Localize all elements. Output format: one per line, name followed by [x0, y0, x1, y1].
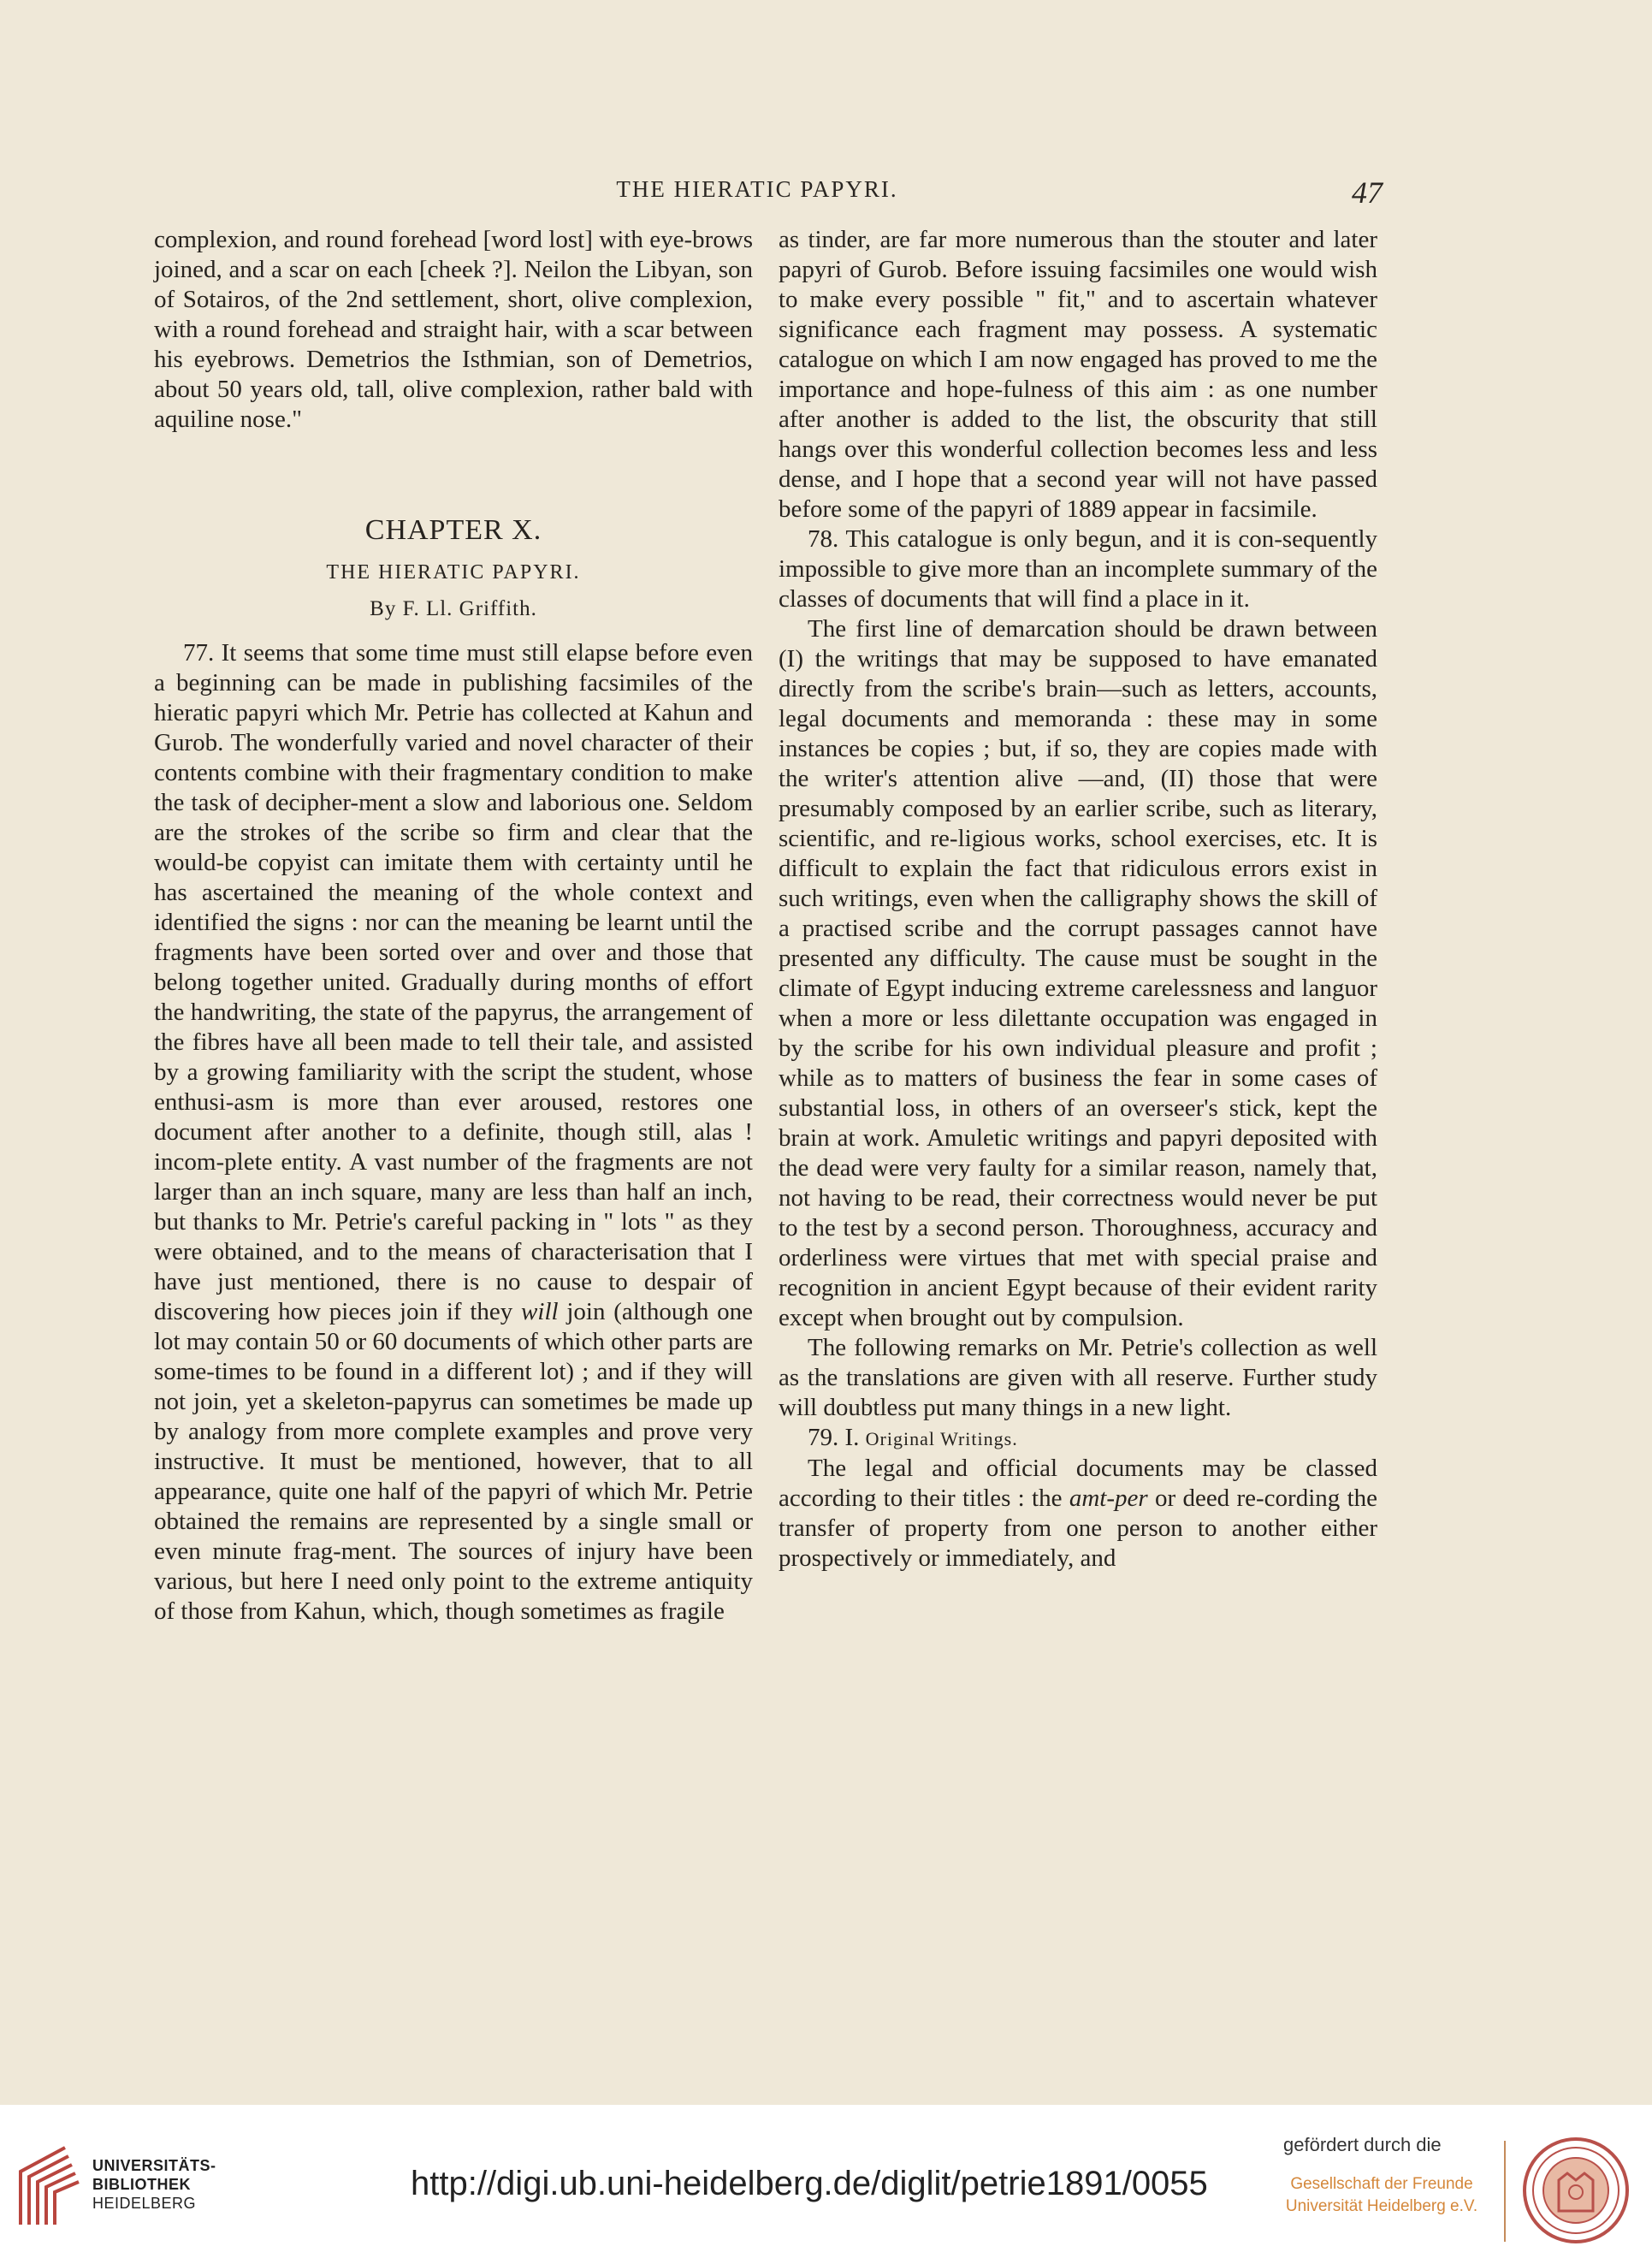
- paragraph-legal-text: The legal and official documents may be classed according to their titles : the: [779, 1455, 1377, 1512]
- library-name-line3: HEIDELBERG: [92, 2195, 197, 2212]
- library-name: [92, 2156, 216, 2213]
- sponsor-name-line1: Gesellschaft der Freunde: [1290, 2175, 1473, 2193]
- footer-bar: [0, 2105, 1652, 2258]
- paragraph-continued-right: as tinder, are far more numerous than the stouter and later papyri of Gurob. Before issuing facsimiles one would wish to make every possible " fit," and to ascertain whatever significance each fragment may possess. A systematic catalogue on which I am now engaged has proved to me the importance and hope-fulness of this aim : as one number after another is added to the list, the obscurity that still hangs over this wonderful collection becomes less and less dense, and I hope that a second year will not have passed before some of the papyri of 1889 appear in facsimile.: [779, 226, 1377, 523]
- library-name-line2: BIBLIOTHEK: [92, 2176, 191, 2193]
- right-column: [779, 225, 1377, 1573]
- sponsor-note: gefördert durch die: [1283, 2134, 1442, 2155]
- section-number-79: 79. I.: [808, 1424, 860, 1451]
- chapter-author: By F. Ll. Griffith.: [370, 597, 537, 620]
- page-number: 47: [1352, 175, 1383, 210]
- paragraph-legal-emphasis: amt-per: [1069, 1485, 1148, 1512]
- paragraph-77: [154, 638, 753, 1627]
- sponsor-name-line2: Universität Heidelberg e.V.: [1285, 2197, 1478, 2215]
- paragraph-following-remarks: The following remarks on Mr. Petrie's collection as well as the translations are given with all reserve. Further study will doubtless put many things in a new light.: [779, 1334, 1377, 1421]
- section-title-original-writings: Original Writings.: [865, 1428, 1018, 1449]
- paragraph-legal-text-continued: or deed re-cording the transfer of property from one person to another either prospectively or immediately, and: [779, 1485, 1378, 1572]
- paragraph-77-text-continued: join (although one lot may contain 50 or 60 documents of which other parts are some-times to be found in a different lot) ; and if they will not join, yet a skeleton-papyrus can sometimes be made up by analogy from more complete examples and prove very instructive. It must be mentioned, however, that to all appearance, quite one half of the papyri of which Mr. Petrie obtained the remains are represented by a single small or even minute frag-ment. The sources of injury have been various, but here I need only point to the extreme antiquity of those from Kahun, which, though sometimes as fragile: [154, 1298, 753, 1625]
- sponsor-name: [1266, 2173, 1497, 2218]
- section-heading-79: [779, 1423, 1377, 1454]
- paragraph-78: 78. This catalogue is only begun, and it is con-sequently impossible to give more than an incomplete summary of the classes of documents that will find a place in it.: [779, 525, 1377, 613]
- chapter-title: CHAPTER X.: [364, 514, 542, 546]
- running-head: THE HIERATIC PAPYRI.: [616, 176, 898, 202]
- sponsor-divider: [1504, 2141, 1506, 2242]
- chapter-subtitle: THE HIERATIC PAPYRI.: [326, 561, 581, 584]
- chapter-heading: [154, 513, 753, 623]
- paragraph-77-emphasis: will: [521, 1298, 559, 1325]
- paragraph-legal-documents: [779, 1454, 1377, 1573]
- library-name-line1: UNIVERSITÄTS-: [92, 2157, 216, 2174]
- left-column: [154, 225, 753, 1627]
- paragraph-77-text: 77. It seems that some time must still elapse before even a beginning can be made in publishing facsimiles of the hieratic papyri which Mr. Petrie has collected at Kahun and Gurob. The wonderfully varied and novel character of their contents combine with their fragmentary condition to make the task of decipher-ment a slow and laborious one. Seldom are the strokes of the scribe so firm and clear that the would-be copyist can imitate them with certainty until he has ascertained the meaning of the whole context and identified the signs : nor can the meaning be learnt until the fragments have been sorted over and over and those that belong together united. Gradually during months of effort the handwriting, the state of the papyrus, the arrangement of the fibres have all been made to tell their tale, and assisted by a growing familiarity with the script the student, whose enthusi-asm is more than ever aroused, restores one document after another to a definite, though still, alas ! incom-plete entity. A vast number of the fragments are not larger than an inch square, many are less than half an inch, but thanks to Mr. Petrie's careful packing in " lots " as they were obtained, and to the means of characterisation that I have just mentioned, there is no cause to despair of discovering how pieces join if they: [154, 639, 753, 1325]
- permalink-url[interactable]: http://digi.ub.uni-heidelberg.de/diglit/petrie1891/0055: [411, 2165, 1208, 2202]
- library-logo-icon: [15, 2142, 82, 2230]
- paragraph-demarcation: The first line of demarcation should be drawn between (I) the writings that may be supposed to have emanated directly from the scribe's brain—such as letters, accounts, legal documents and memoranda : these may in some instances be copies ; but, if so, they are copies made with the writer's attention alive —and, (II) those that were presumably composed by an earlier scribe, such as literary, scientific, and re-ligious works, school exercises, etc. It is difficult to explain the fact that ridiculous errors exist in such writings, even when the calligraphy shows the skill of a practised scribe and the corrupt passages cannot have presented any difficulty. The cause must be sought in the climate of Egypt inducing extreme carelessness and languor when a more or less dilettante occupation was engaged in by the scribe for his own individual pleasure and profit ; while as to matters of business the fear in some cases of substantial loss, in others of an overseer's stick, kept the brain at work. Amuletic writings and papyri deposited with the dead were very faulty for a similar reason, namely that, not having to be read, their correctness would never be put to the test by a second person. Thoroughness, accuracy and orderliness were virtues that met with special praise and recognition in ancient Egypt because of their evident rarity except when brought out by compulsion.: [779, 615, 1377, 1331]
- paragraph-continued: complexion, and round forehead [word lost] with eye-brows joined, and a scar on each [cheek ?]. Neilon the Libyan, son of Sotairos, of the 2nd settlement, short, olive complexion, with a round forehead and straight hair, with a scar between his eyebrows. Demetrios the Isthmian, son of Demetrios, about 50 years old, tall, olive complexion, rather bald with aquiline nose.": [154, 226, 753, 433]
- university-seal-icon: [1521, 2136, 1631, 2245]
